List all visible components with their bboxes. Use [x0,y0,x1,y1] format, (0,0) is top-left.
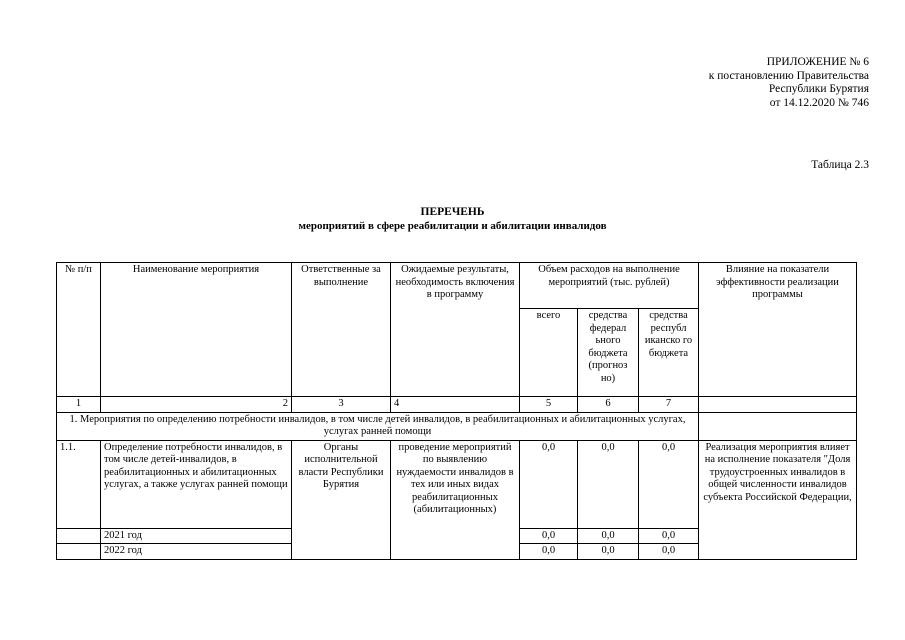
header-expected: Ожидаемые результаты, необходимость включения в программу [391,263,520,397]
header-federal: средства федерал ьного бюджета (прогноз но) [578,309,639,397]
row-republic: 0,0 [639,528,699,544]
row-name: Определение потребности инвалидов, в том числе детей-инвалидов, в реабилитационных и абилитационных услугах, а также услугах ранней помощи [101,440,292,528]
header-expenses: Объем расходов на выполнение мероприятий (тыс. рублей) [520,263,699,309]
row-num-empty [57,528,101,544]
row-total: 0,0 [520,440,578,528]
column-numbers-row [57,397,857,413]
row-num: 1.1. [57,440,101,528]
row-republic: 0,0 [639,544,699,560]
row-federal: 0,0 [578,440,639,528]
title-main: ПЕРЕЧЕНЬ [420,206,485,218]
row-year: 2021 год [101,528,292,544]
col-number: 3 [292,397,391,413]
annex-line: к постановлению Правительства [708,69,869,82]
annex-header [709,56,869,110]
header-republic: средства республ иканско го бюджета [639,309,699,397]
table-label: Таблица 2.3 [811,159,869,171]
document-title [0,205,905,233]
table-row [57,440,857,528]
row-responsible: Органы исполнительной власти Республики Бурятия [292,440,391,559]
row-influence: Реализация мероприятия влияет на исполнение показателя "Доля трудоустроенных инвалидов в общей численности инвалидов субъекта Российской Федерации, [699,440,857,559]
col-number: 4 [391,397,520,413]
header-influence: Влияние на показатели эффективности реализации программы [699,263,857,397]
row-total: 0,0 [520,544,578,560]
col-number-empty [699,397,857,413]
annex-line: ПРИЛОЖЕНИЕ № 6 [766,56,869,68]
col-number: 1 [57,397,101,413]
row-federal: 0,0 [578,528,639,544]
row-federal: 0,0 [578,544,639,560]
row-total: 0,0 [520,528,578,544]
col-number: 7 [639,397,699,413]
row-republic: 0,0 [639,440,699,528]
row-year: 2022 год [101,544,292,560]
title-sub: мероприятий в сфере реабилитации и абилитации инвалидов [298,220,607,232]
col-number: 6 [578,397,639,413]
header-responsible: Ответственные за выполнение [292,263,391,397]
header-total: всего [520,309,578,397]
row-expected: проведение мероприятий по выявлению нуждаемости инвалидов в тех или иных видах реабилитационных (абилитационных) [391,440,520,559]
header-num: № п/п [57,263,101,397]
federal-header-full [0,0,1,1]
section-empty [699,412,857,440]
annex-line: Республики Бурятия [768,83,869,95]
row-num-empty [57,544,101,560]
col-number: 2 [101,397,292,413]
section-heading: 1. Мероприятия по определению потребности инвалидов, в том числе детей инвалидов, в реабилитационных и абилитационных услугах, услугах ранней помощи [57,412,699,440]
annex-line: от 14.12.2020 № 746 [769,96,869,109]
measures-table [56,262,857,560]
header-name: Наименование мероприятия [101,263,292,397]
col-number: 5 [520,397,578,413]
